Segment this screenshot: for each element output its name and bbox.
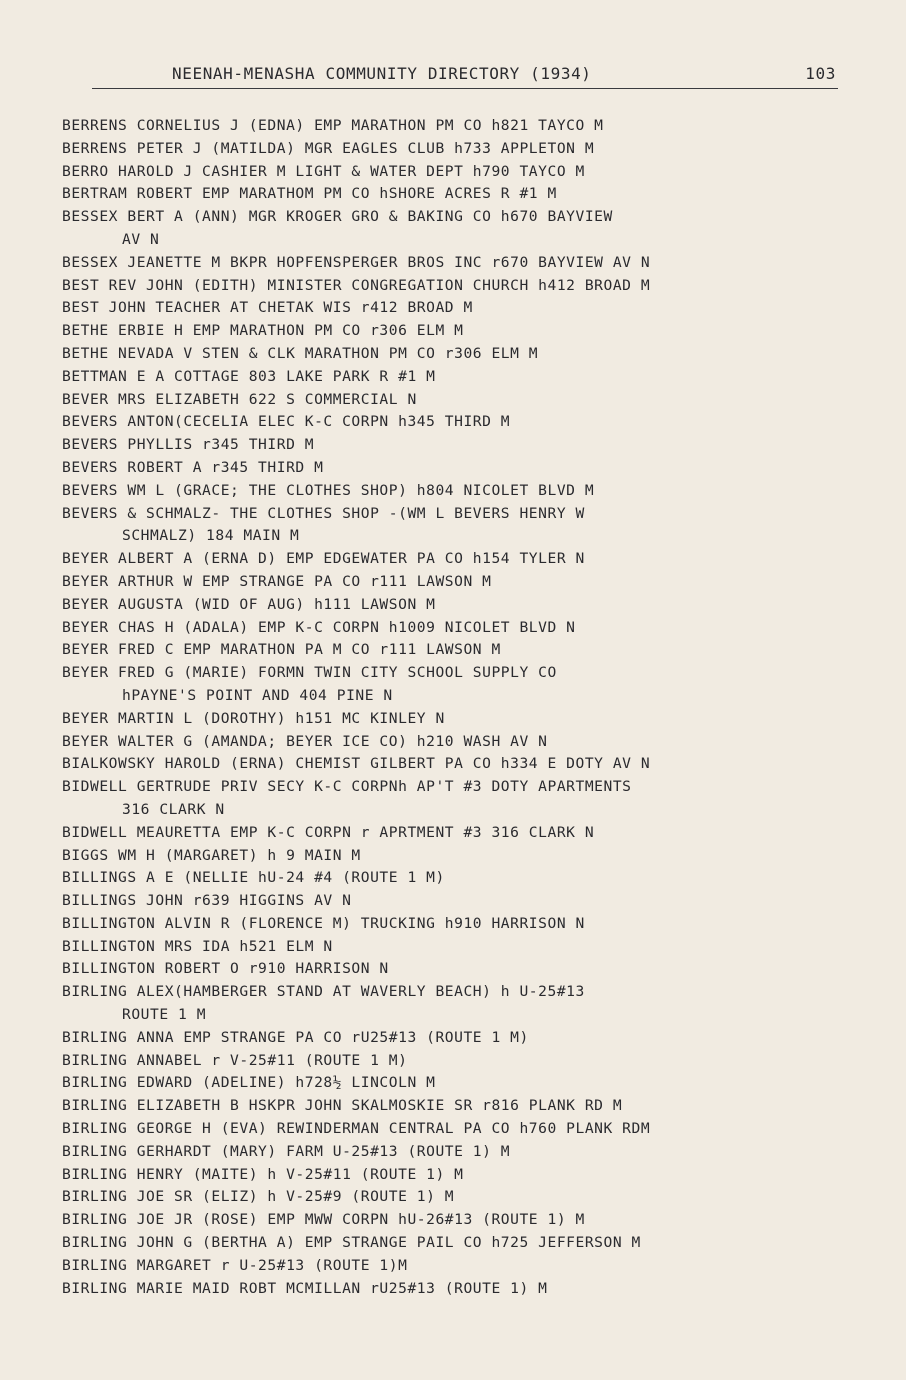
entry-text: BIRLING GEORGE H (EVA) REWINDERMAN CENTRAL PA CO h760 PLANK RDM [62,1120,651,1138]
directory-entry [62,958,852,981]
entry-text: BETHE ERBIE H EMP MARATHON PM CO r306 ELM M [62,322,464,340]
entry-text: BIRLING MARGARET r U-25#13 (ROUTE 1)M [62,1256,408,1274]
entry-continuation: SCHMALZ) 184 MAIN M [122,527,300,545]
entry-text: BETTMAN E A COTTAGE 803 LAKE PARK R #1 M [62,367,436,385]
directory-entry [62,594,852,617]
entry-text: BILLINGTON ROBERT O r910 HARRISON N [62,960,389,978]
entry-text: BEST REV JOHN (EDITH) MINISTER CONGREGATION CHURCH h412 BROAD M [62,276,651,294]
directory-entry [62,913,852,936]
directory-entry [62,457,852,480]
directory-listing [62,115,852,1300]
entry-text: BEVERS PHYLLIS r345 THIRD M [62,436,315,454]
directory-entry [62,936,852,959]
directory-entry [62,1027,852,1050]
directory-entry [62,138,852,161]
entry-text: BEVER MRS ELIZABETH 622 S COMMERCIAL N [62,390,417,408]
directory-entry [62,708,852,731]
entry-text: BIGGS WM H (MARGARET) h 9 MAIN M [62,846,361,864]
directory-entry [62,1118,852,1141]
entry-text: BILLINGS A E (NELLIE hU-24 #4 (ROUTE 1 M) [62,869,445,887]
entry-text: BIRLING ANNA EMP STRANGE PA CO rU25#13 (ROUTE 1 M) [62,1028,529,1046]
directory-entry [62,411,852,434]
directory-entry [62,275,852,298]
entry-text: BIRLING HENRY (MAITE) h V-25#11 (ROUTE 1) M [62,1165,464,1183]
directory-entry [62,571,852,594]
directory-entry [62,617,852,640]
directory-entry [62,1164,852,1187]
page-number: 103 [805,64,836,83]
entry-text: BEVERS WM L (GRACE; THE CLOTHES SHOP) h804 NICOLET BLVD M [62,481,595,499]
directory-entry [62,183,852,206]
entry-text: BIRLING ELIZABETH B HSKPR JOHN SKALMOSKIE SR r816 PLANK RD M [62,1097,623,1115]
directory-entry [62,731,852,754]
entry-text: BIRLING ANNABEL r V-25#11 (ROUTE 1 M) [62,1051,408,1069]
directory-entry [62,366,852,389]
directory-entry [62,1209,852,1232]
page-header [92,60,838,89]
entry-text: BEYER WALTER G (AMANDA; BEYER ICE CO) h210 WASH AV N [62,732,548,750]
entry-text: BESSEX JEANETTE M BKPR HOPFENSPERGER BROS INC r670 BAYVIEW AV N [62,253,651,271]
directory-entry [62,890,852,913]
directory-entry [62,845,852,868]
entry-text: BEYER AUGUSTA (WID OF AUG) h111 LAWSON M [62,595,436,613]
directory-entry [62,1141,852,1164]
directory-entry [62,753,852,776]
directory-entry [62,320,852,343]
entry-text: BIRLING EDWARD (ADELINE) h728½ LINCOLN M [62,1074,436,1092]
entry-text: BILLINGTON ALVIN R (FLORENCE M) TRUCKING h910 HARRISON N [62,914,585,932]
entry-text: BEYER ALBERT A (ERNA D) EMP EDGEWATER PA CO h154 TYLER N [62,550,585,568]
entry-text: BEYER ARTHUR W EMP STRANGE PA CO r111 LAWSON M [62,572,492,590]
entry-text: BIRLING GERHARDT (MARY) FARM U-25#13 (ROUTE 1) M [62,1142,511,1160]
entry-text: BERTRAM ROBERT EMP MARATHOM PM CO hSHORE ACRES R #1 M [62,185,557,203]
directory-entry [62,822,852,845]
entry-text: BEYER CHAS H (ADALA) EMP K-C CORPN h1009 NICOLET BLVD N [62,618,576,636]
directory-entry [62,867,852,890]
entry-text: BEYER MARTIN L (DOROTHY) h151 MC KINLEY N [62,709,445,727]
directory-entry [62,389,852,412]
entry-text: BEVERS & SCHMALZ- THE CLOTHES SHOP -(WM L BEVERS HENRY W [62,504,585,522]
directory-entry [62,1278,852,1301]
page-title: NEENAH-MENASHA COMMUNITY DIRECTORY (1934) [172,64,592,83]
entry-text: BIRLING JOHN G (BERTHA A) EMP STRANGE PAIL CO h725 JEFFERSON M [62,1234,641,1252]
directory-entry [62,1255,852,1278]
entry-text: BIRLING ALEX(HAMBERGER STAND AT WAVERLY BEACH) h U-25#13 [62,983,585,1001]
entry-text: BERRENS CORNELIUS J (EDNA) EMP MARATHON PM CO h821 TAYCO M [62,117,604,134]
directory-entry [62,1050,852,1073]
entry-text: BILLINGS JOHN r639 HIGGINS AV N [62,892,352,910]
entry-text: BILLINGTON MRS IDA h521 ELM N [62,937,333,955]
entry-continuation: hPAYNE'S POINT AND 404 PINE N [122,686,393,704]
entry-text: BIDWELL MEAURETTA EMP K-C CORPN r APRTMENT #3 316 CLARK N [62,823,595,841]
entry-text: BERRENS PETER J (MATILDA) MGR EAGLES CLUB h733 APPLETON M [62,139,595,157]
entry-continuation: 316 CLARK N [122,800,225,818]
directory-entry [62,115,852,138]
entry-continuation: ROUTE 1 M [122,1006,207,1024]
directory-entry [62,252,852,275]
directory-entry [62,548,852,571]
directory-entry [62,1072,852,1095]
directory-entry [62,981,852,1027]
entry-continuation: AV N [122,230,160,248]
directory-entry [62,297,852,320]
entry-text: BIALKOWSKY HAROLD (ERNA) CHEMIST GILBERT PA CO h334 E DOTY AV N [62,755,651,773]
directory-entry [62,1186,852,1209]
directory-entry [62,662,852,708]
directory-entry [62,639,852,662]
entry-text: BEST JOHN TEACHER AT CHETAK WIS r412 BROAD M [62,299,473,317]
directory-entry [62,343,852,366]
entry-text: BIRLING MARIE MAID ROBT MCMILLAN rU25#13 (ROUTE 1) M [62,1279,548,1297]
entry-text: BIDWELL GERTRUDE PRIV SECY K-C CORPNh AP'T #3 DOTY APARTMENTS [62,778,632,796]
entry-text: BEVERS ANTON(CECELIA ELEC K-C CORPN h345 THIRD M [62,413,511,431]
directory-entry [62,776,852,822]
directory-entry [62,480,852,503]
entry-text: BEVERS ROBERT A r345 THIRD M [62,458,324,476]
entry-text: BERRO HAROLD J CASHIER M LIGHT & WATER DEPT h790 TAYCO M [62,162,585,180]
entry-text: BETHE NEVADA V STEN & CLK MARATHON PM CO r306 ELM M [62,344,539,362]
directory-entry [62,434,852,457]
directory-entry [62,161,852,184]
entry-text: BESSEX BERT A (ANN) MGR KROGER GRO & BAKING CO h670 BAYVIEW [62,208,613,226]
directory-entry [62,1232,852,1255]
directory-entry [62,206,852,252]
entry-text: BEYER FRED G (MARIE) FORMN TWIN CITY SCHOOL SUPPLY CO [62,664,557,682]
directory-entry [62,1095,852,1118]
directory-entry [62,503,852,549]
entry-text: BIRLING JOE SR (ELIZ) h V-25#9 (ROUTE 1) M [62,1188,455,1206]
entry-text: BEYER FRED C EMP MARATHON PA M CO r111 LAWSON M [62,641,501,659]
entry-text: BIRLING JOE JR (ROSE) EMP MWW CORPN hU-26#13 (ROUTE 1) M [62,1211,585,1229]
